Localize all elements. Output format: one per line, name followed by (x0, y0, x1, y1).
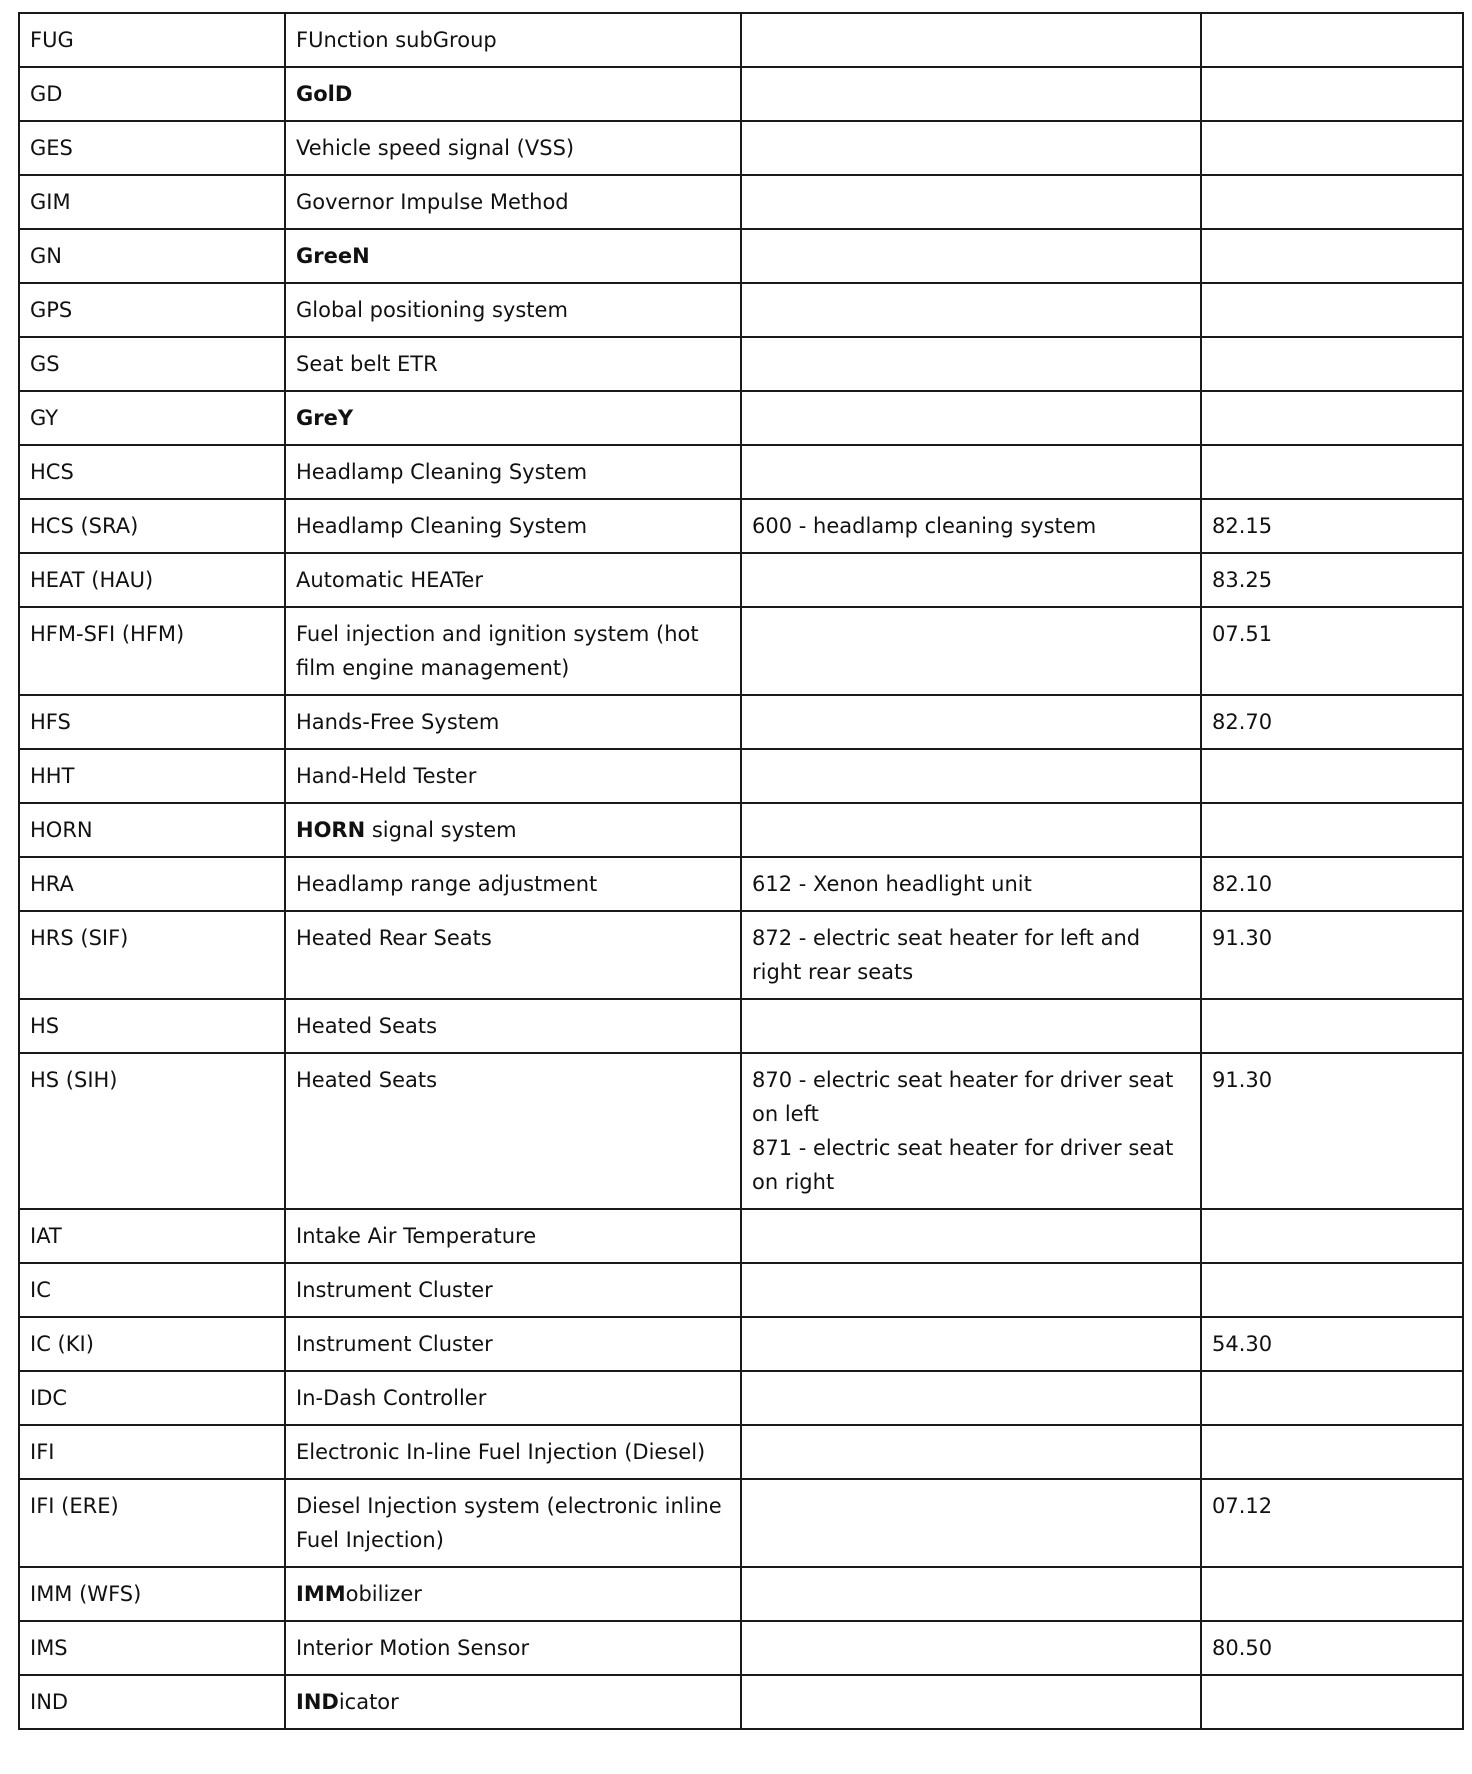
description-text: Seat belt ETR (296, 352, 438, 376)
equipment-code-cell (741, 175, 1201, 229)
table-row (19, 1479, 1463, 1567)
abbreviation-cell: GN (19, 229, 285, 283)
table-row (19, 1209, 1463, 1263)
description-cell (285, 337, 741, 391)
abbreviation-cell: HRS (SIF) (19, 911, 285, 999)
description-text: IND (296, 1690, 339, 1714)
description-text: Instrument Cluster (296, 1278, 493, 1302)
table-row (19, 1053, 1463, 1209)
table-body (19, 13, 1463, 1729)
abbreviation-cell: FUG (19, 13, 285, 67)
section-number-cell: 91.30 (1201, 911, 1463, 999)
equipment-code-text: 872 - electric seat heater for left and right rear seats (752, 926, 1141, 984)
description-cell (285, 749, 741, 803)
abbreviation-cell: IC (19, 1263, 285, 1317)
description-cell (285, 803, 741, 857)
abbreviation-cell: IMM (WFS) (19, 1567, 285, 1621)
description-text: GolD (296, 82, 353, 106)
description-text: Diesel Injection system (electronic inline Fuel Injection) (296, 1494, 722, 1552)
description-text: Hand-Held Tester (296, 764, 477, 788)
equipment-code-cell (741, 803, 1201, 857)
equipment-code-cell (741, 445, 1201, 499)
description-cell (285, 1317, 741, 1371)
description-text: icator (338, 1690, 399, 1714)
section-number-cell (1201, 337, 1463, 391)
table-row (19, 695, 1463, 749)
equipment-code-cell (741, 749, 1201, 803)
abbreviation-cell: IAT (19, 1209, 285, 1263)
section-number-cell: 80.50 (1201, 1621, 1463, 1675)
description-cell (285, 1053, 741, 1209)
description-cell (285, 1479, 741, 1567)
abbreviation-cell: HS (SIH) (19, 1053, 285, 1209)
description-cell (285, 1621, 741, 1675)
description-text: Interior Motion Sensor (296, 1636, 530, 1660)
description-cell (285, 283, 741, 337)
equipment-code-cell (741, 1053, 1201, 1209)
equipment-code-cell (741, 1675, 1201, 1729)
abbreviation-cell: IND (19, 1675, 285, 1729)
description-cell (285, 1675, 741, 1729)
section-number-cell (1201, 1675, 1463, 1729)
description-cell (285, 857, 741, 911)
abbreviation-cell: GD (19, 67, 285, 121)
description-text: Headlamp Cleaning System (296, 514, 588, 538)
equipment-code-text: 871 - electric seat heater for driver seat on right (752, 1136, 1174, 1194)
description-cell (285, 1209, 741, 1263)
section-number-cell: 54.30 (1201, 1317, 1463, 1371)
table-row (19, 803, 1463, 857)
description-cell (285, 607, 741, 695)
description-cell (285, 553, 741, 607)
section-number-cell (1201, 1567, 1463, 1621)
description-text: GreY (296, 406, 354, 430)
equipment-code-cell (741, 1371, 1201, 1425)
table-row (19, 911, 1463, 999)
equipment-code-cell (741, 695, 1201, 749)
table-row (19, 175, 1463, 229)
equipment-code-cell (741, 1567, 1201, 1621)
description-cell (285, 999, 741, 1053)
section-number-cell (1201, 749, 1463, 803)
equipment-code-cell (741, 1209, 1201, 1263)
table-row (19, 67, 1463, 121)
description-text: Heated Seats (296, 1068, 438, 1092)
description-text: Intake Air Temperature (296, 1224, 537, 1248)
table-row (19, 445, 1463, 499)
section-number-cell (1201, 445, 1463, 499)
description-cell (285, 121, 741, 175)
equipment-code-cell (741, 999, 1201, 1053)
section-number-cell (1201, 229, 1463, 283)
abbreviation-cell: HRA (19, 857, 285, 911)
equipment-code-cell (741, 13, 1201, 67)
abbreviation-cell: HFM-SFI (HFM) (19, 607, 285, 695)
table-row (19, 553, 1463, 607)
equipment-code-cell (741, 121, 1201, 175)
section-number-cell: 82.15 (1201, 499, 1463, 553)
table-row (19, 121, 1463, 175)
equipment-code-cell (741, 1263, 1201, 1317)
description-cell (285, 911, 741, 999)
equipment-code-cell (741, 67, 1201, 121)
equipment-code-cell (741, 1425, 1201, 1479)
abbreviation-cell: HCS (19, 445, 285, 499)
abbreviation-cell: HHT (19, 749, 285, 803)
equipment-code-cell (741, 391, 1201, 445)
abbreviation-cell: IDC (19, 1371, 285, 1425)
section-number-cell (1201, 1209, 1463, 1263)
abbreviation-cell: IFI (ERE) (19, 1479, 285, 1567)
table-row (19, 857, 1463, 911)
description-text: GreeN (296, 244, 370, 268)
equipment-code-cell (741, 337, 1201, 391)
table-row (19, 749, 1463, 803)
table-row (19, 499, 1463, 553)
equipment-code-cell (741, 553, 1201, 607)
table-row (19, 1567, 1463, 1621)
section-number-cell (1201, 175, 1463, 229)
equipment-code-cell (741, 499, 1201, 553)
description-cell (285, 229, 741, 283)
description-text: Fuel injection and ignition system (hot film engine management) (296, 622, 699, 680)
description-text: In-Dash Controller (296, 1386, 487, 1410)
equipment-code-cell (741, 911, 1201, 999)
abbreviation-cell: GY (19, 391, 285, 445)
section-number-cell (1201, 391, 1463, 445)
equipment-code-cell (741, 857, 1201, 911)
table-row (19, 999, 1463, 1053)
section-number-cell (1201, 1425, 1463, 1479)
abbreviation-cell: HFS (19, 695, 285, 749)
description-cell (285, 13, 741, 67)
abbreviation-cell: GS (19, 337, 285, 391)
abbreviation-cell: HORN (19, 803, 285, 857)
equipment-code-cell (741, 283, 1201, 337)
abbreviation-cell: GIM (19, 175, 285, 229)
equipment-code-text: 600 - headlamp cleaning system (752, 514, 1097, 538)
description-text: Headlamp Cleaning System (296, 460, 588, 484)
abbreviation-cell: IC (KI) (19, 1317, 285, 1371)
description-text: Hands-Free System (296, 710, 500, 734)
abbreviation-cell: HS (19, 999, 285, 1053)
table-row (19, 607, 1463, 695)
abbreviation-cell: IFI (19, 1425, 285, 1479)
abbreviations-table (18, 12, 1464, 1730)
abbreviation-cell: GES (19, 121, 285, 175)
description-text: FUnction subGroup (296, 28, 497, 52)
description-cell (285, 1371, 741, 1425)
table-row (19, 229, 1463, 283)
section-number-cell: 07.12 (1201, 1479, 1463, 1567)
description-cell (285, 1567, 741, 1621)
table-row (19, 283, 1463, 337)
section-number-cell (1201, 1263, 1463, 1317)
description-text: Heated Seats (296, 1014, 438, 1038)
abbreviation-cell: IMS (19, 1621, 285, 1675)
table-row (19, 13, 1463, 67)
description-text: IMM (296, 1582, 346, 1606)
equipment-code-cell (741, 229, 1201, 283)
description-text: Global positioning system (296, 298, 568, 322)
description-cell (285, 445, 741, 499)
section-number-cell: 83.25 (1201, 553, 1463, 607)
table-row (19, 391, 1463, 445)
description-cell (285, 67, 741, 121)
table-row (19, 1621, 1463, 1675)
equipment-code-cell (741, 607, 1201, 695)
section-number-cell (1201, 283, 1463, 337)
section-number-cell (1201, 13, 1463, 67)
equipment-code-cell (741, 1317, 1201, 1371)
abbreviation-cell: GPS (19, 283, 285, 337)
description-cell (285, 695, 741, 749)
equipment-code-cell (741, 1479, 1201, 1567)
equipment-code-text: 612 - Xenon headlight unit (752, 872, 1032, 896)
description-cell (285, 391, 741, 445)
description-text: obilizer (345, 1582, 422, 1606)
description-cell (285, 499, 741, 553)
description-text: HORN (296, 818, 366, 842)
description-text: Electronic In-line Fuel Injection (Diesel) (296, 1440, 706, 1464)
equipment-code-cell (741, 1621, 1201, 1675)
section-number-cell (1201, 803, 1463, 857)
table-row (19, 1675, 1463, 1729)
section-number-cell (1201, 1371, 1463, 1425)
abbreviation-cell: HCS (SRA) (19, 499, 285, 553)
description-text: Headlamp range adjustment (296, 872, 598, 896)
description-text: Instrument Cluster (296, 1332, 493, 1356)
description-text: Automatic HEATer (296, 568, 483, 592)
table-row (19, 1371, 1463, 1425)
table-row (19, 1425, 1463, 1479)
section-number-cell: 82.10 (1201, 857, 1463, 911)
section-number-cell (1201, 999, 1463, 1053)
description-cell (285, 175, 741, 229)
abbreviation-cell: HEAT (HAU) (19, 553, 285, 607)
section-number-cell: 82.70 (1201, 695, 1463, 749)
section-number-cell: 91.30 (1201, 1053, 1463, 1209)
description-text: Heated Rear Seats (296, 926, 492, 950)
section-number-cell (1201, 121, 1463, 175)
description-text: Vehicle speed signal (VSS) (296, 136, 575, 160)
description-text: Governor Impulse Method (296, 190, 569, 214)
description-cell (285, 1425, 741, 1479)
section-number-cell (1201, 67, 1463, 121)
table-row (19, 1263, 1463, 1317)
description-cell (285, 1263, 741, 1317)
table-row (19, 337, 1463, 391)
equipment-code-text: 870 - electric seat heater for driver seat on left (752, 1068, 1174, 1126)
section-number-cell: 07.51 (1201, 607, 1463, 695)
description-text: signal system (365, 818, 517, 842)
table-row (19, 1317, 1463, 1371)
